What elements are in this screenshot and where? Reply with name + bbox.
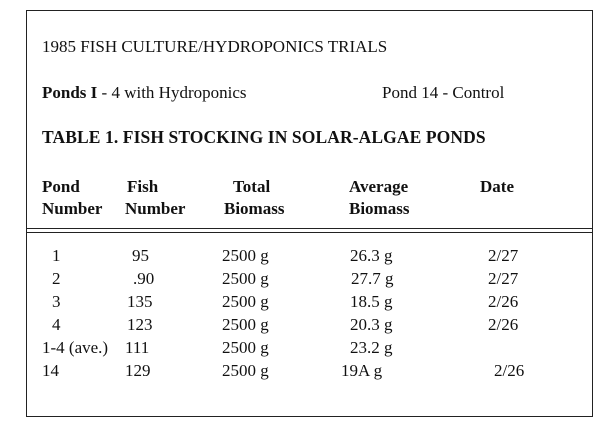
cell-date: 2/26 xyxy=(494,361,525,380)
cell-total-biomass: 2500 g xyxy=(222,292,269,311)
cell-average-biomass: 18.5 g xyxy=(350,292,393,311)
header-rule-top xyxy=(26,228,593,229)
cell-fish: 123 xyxy=(127,315,153,334)
cell-pond: 1 xyxy=(52,246,61,265)
cell-average-biomass: 20.3 g xyxy=(350,315,393,334)
document-frame xyxy=(26,10,593,417)
cell-average-biomass: 23.2 g xyxy=(350,338,393,357)
header-date-line1: Date xyxy=(480,177,514,196)
header-average-biomass xyxy=(349,176,409,220)
cell-total-biomass: 2500 g xyxy=(222,246,269,265)
cell-fish: .90 xyxy=(133,269,155,288)
header-total-biomass xyxy=(224,176,284,220)
cell-total-biomass: 2500 g xyxy=(222,315,269,334)
cell-pond: 2 xyxy=(52,269,61,288)
cell-pond: 1-4 (ave.) xyxy=(42,338,109,357)
cell-total-biomass: 2500 g xyxy=(222,361,269,380)
cell-fish: 111 xyxy=(125,338,150,357)
cell-fish: 135 xyxy=(127,292,153,311)
header-total-biomass-line2: Biomass xyxy=(224,199,285,218)
cell-date: 2/27 xyxy=(488,269,519,288)
cell-average-biomass: 19A g xyxy=(341,361,383,380)
cell-average-biomass: 26.3 g xyxy=(350,246,393,265)
cell-date: 2/27 xyxy=(488,246,519,265)
header-average-biomass-line2: Biomass xyxy=(349,199,410,218)
header-rule-bottom xyxy=(26,232,593,233)
header-fish-number-line2: Number xyxy=(125,199,186,218)
header-fish-number xyxy=(125,176,185,220)
header-pond-number xyxy=(42,176,102,220)
cell-total-biomass: 2500 g xyxy=(222,338,269,357)
header-fish-number-line1: Fish xyxy=(127,177,159,196)
cell-date: 2/26 xyxy=(488,315,519,334)
cell-fish: 129 xyxy=(125,361,151,380)
control-pond-note: Pond 14 - Control xyxy=(382,83,505,102)
ponds-detail: - 4 with Hydroponics xyxy=(97,83,247,102)
ponds-label: Ponds I xyxy=(42,83,98,102)
document-title: 1985 FISH CULTURE/HYDROPONICS TRIALS xyxy=(42,37,388,56)
cell-pond: 3 xyxy=(52,292,61,311)
header-total-biomass-line1: Total xyxy=(233,177,271,196)
cell-fish: 95 xyxy=(132,246,149,265)
cell-total-biomass: 2500 g xyxy=(222,269,269,288)
cell-pond: 4 xyxy=(52,315,61,334)
cell-average-biomass: 27.7 g xyxy=(351,269,394,288)
header-average-biomass-line1: Average xyxy=(349,177,409,196)
ponds-description xyxy=(42,84,247,101)
header-pond-number-line1: Pond xyxy=(42,177,80,196)
table-title: TABLE 1. FISH STOCKING IN SOLAR-ALGAE PONDS xyxy=(42,127,486,147)
cell-pond: 14 xyxy=(42,361,59,380)
header-pond-number-line2: Number xyxy=(42,199,103,218)
cell-date: 2/26 xyxy=(488,292,519,311)
header-date xyxy=(480,176,514,198)
